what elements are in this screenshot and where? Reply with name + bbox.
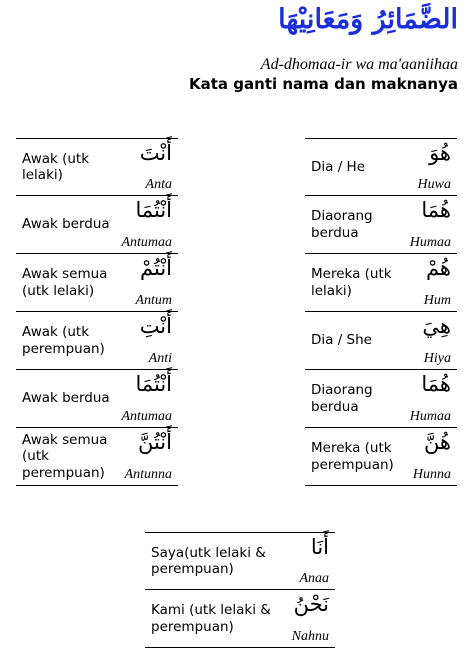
pronoun-transliteration: Antunna	[124, 467, 172, 482]
pronoun-row	[305, 254, 457, 312]
pronoun-arabic: أَنْتُنَّ	[137, 430, 172, 454]
pronoun-row	[305, 138, 457, 196]
pronoun-arabic: هُوَ	[429, 141, 451, 165]
pronoun-meaning: Awak berdua	[22, 390, 110, 407]
right-pronoun-table	[305, 138, 457, 486]
pronoun-row	[16, 370, 178, 428]
pronoun-meaning: Awak semua (utk perempuan)	[22, 431, 108, 481]
pronoun-arabic: هُمَا	[421, 372, 451, 396]
pronoun-meaning: Dia / He	[311, 158, 366, 175]
pronoun-meaning: Diaorang berdua	[311, 208, 373, 241]
pronoun-transliteration: Anta	[145, 177, 172, 192]
pronoun-transliteration: Hum	[423, 293, 451, 308]
pronoun-transliteration: Antumaa	[121, 409, 172, 424]
pronoun-row	[305, 370, 457, 428]
pronoun-meaning: Awak berdua	[22, 216, 110, 233]
pronoun-transliteration: Anaa	[299, 571, 329, 586]
page-heading: Kata ganti nama dan maknanya	[189, 75, 458, 93]
page-title-transliteration: Ad-dhomaa-ir wa ma'aaniihaa	[260, 56, 458, 73]
pronoun-row	[16, 312, 178, 370]
pronoun-row	[16, 254, 178, 312]
pronoun-row	[305, 196, 457, 254]
pronoun-row	[16, 196, 178, 254]
pronoun-arabic: هُمَا	[421, 198, 451, 222]
pronoun-meaning: Mereka (utk lelaki)	[311, 266, 392, 299]
pronoun-transliteration: Huwa	[417, 177, 451, 192]
pronoun-row	[305, 428, 457, 486]
pronoun-transliteration: Anti	[148, 351, 172, 366]
pronoun-row	[16, 428, 178, 486]
pronoun-transliteration: Antum	[135, 293, 172, 308]
pronoun-arabic: نَحْنُ	[293, 592, 329, 616]
pronoun-transliteration: Nahnu	[291, 629, 329, 644]
pronoun-arabic: أَنْتُمَا	[135, 198, 172, 222]
pronoun-meaning: Awak (utk lelaki)	[22, 150, 90, 183]
pronoun-transliteration: Antumaa	[121, 235, 172, 250]
pronoun-arabic: أَنْتُمَا	[135, 372, 172, 396]
pronoun-arabic: أَنْتِ	[139, 314, 172, 338]
pronoun-transliteration: Humaa	[409, 235, 451, 250]
pronoun-transliteration: Hunna	[412, 467, 451, 482]
pronoun-meaning: Awak semua (utk lelaki)	[22, 266, 108, 299]
pronoun-arabic: هُمْ	[425, 256, 451, 280]
pronoun-arabic: هُنَّ	[423, 430, 451, 454]
bottom-pronoun-table	[145, 532, 335, 648]
pronoun-meaning: Dia / She	[311, 332, 372, 349]
pronoun-transliteration: Hiya	[423, 351, 451, 366]
pronoun-row	[305, 312, 457, 370]
pronoun-row	[16, 138, 178, 196]
left-pronoun-table	[16, 138, 178, 486]
pronoun-meaning: Awak (utk perempuan)	[22, 324, 105, 357]
pronoun-arabic: هِيَ	[422, 314, 451, 338]
pronoun-meaning: Diaorang berdua	[311, 382, 373, 415]
pronoun-arabic: أَنْتَ	[139, 141, 172, 165]
page-title-arabic: الضَّمَائِرُ وَمَعَانِيْهَا	[278, 4, 458, 35]
pronoun-meaning: Mereka (utk perempuan)	[311, 440, 394, 473]
pronoun-transliteration: Humaa	[409, 409, 451, 424]
pronoun-arabic: أَنَا	[310, 535, 329, 559]
pronoun-meaning: Kami (utk lelaki & perempuan)	[151, 602, 271, 635]
pronoun-arabic: أَنْتُمْ	[140, 256, 172, 280]
pronoun-meaning: Saya(utk lelaki & perempuan)	[151, 544, 266, 577]
pronoun-row	[145, 590, 335, 648]
pronoun-row	[145, 532, 335, 590]
